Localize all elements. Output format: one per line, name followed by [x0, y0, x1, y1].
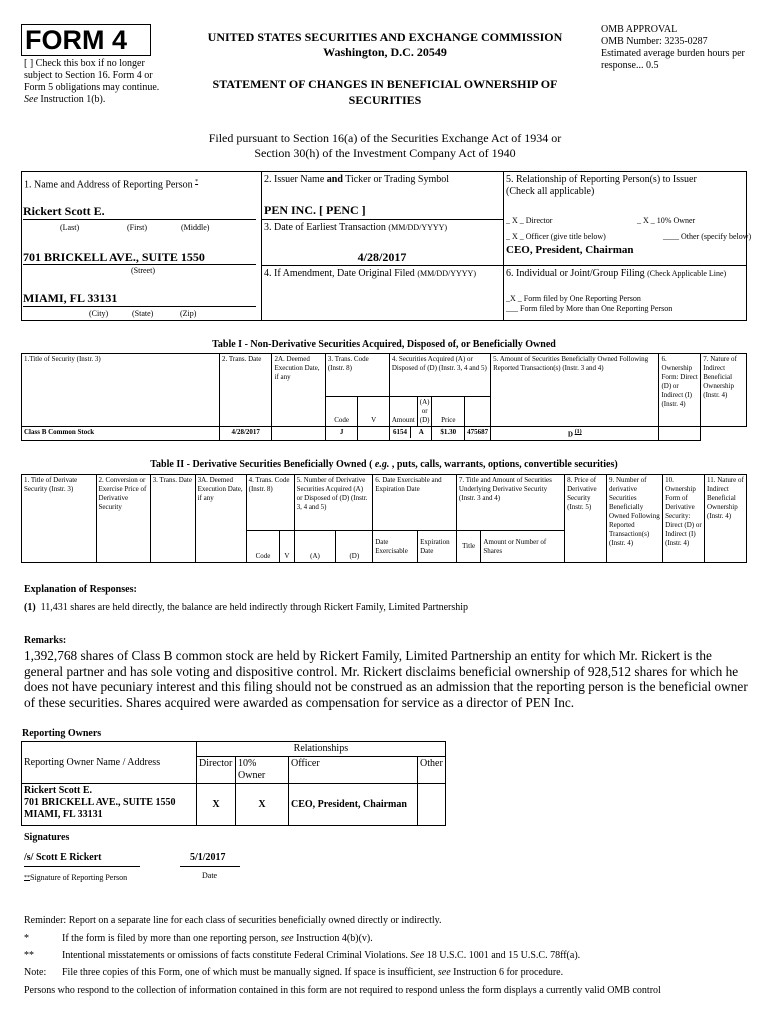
- t2-sub-expiration: Expiration Date: [418, 531, 457, 563]
- t2-sub-code: Code: [246, 531, 280, 563]
- t1-row-amount-cell: [389, 427, 432, 441]
- omb-burden: Estimated average burden hours per response... 0.5: [601, 48, 745, 71]
- double-star-marker: **: [24, 950, 34, 961]
- t1-row-aord: A: [418, 428, 424, 436]
- zip-label: (Zip): [180, 309, 197, 318]
- t1-h-date: 2. Trans. Date: [220, 354, 272, 427]
- t1-h-owned: 5. Amount of Securities Beneficially Owned Following Reported Transaction(s) (Instr. 3 and 4): [491, 354, 659, 427]
- ro-h-director: Director: [197, 757, 236, 784]
- footnote-1-link[interactable]: (1): [574, 429, 582, 435]
- t2-sub-amount: Amount or Number of Shares: [481, 531, 565, 563]
- street-label: (Street): [131, 266, 155, 275]
- t1-row-v: [358, 427, 389, 441]
- t2-h-underlying: 7. Title and Amount of Securities Underlying Derivative Security (Instr. 3 and 4): [456, 475, 564, 531]
- t1-h-deemed: 2A. Deemed Execution Date, if any: [272, 354, 325, 427]
- first-label: (First): [127, 223, 147, 232]
- t1-sub-amount-label: Amount: [390, 397, 417, 426]
- form-title: FORM 4: [25, 25, 128, 55]
- box4-label: 4. If Amendment, Date Original Filed (MM/DD/YYYY): [264, 268, 476, 279]
- note-marker: Note:: [24, 967, 47, 978]
- director-checkbox[interactable]: _ X _ Director: [506, 216, 553, 225]
- t2-h-number: 5. Number of Derivative Securities Acquired (A) or Disposed of (D) (Instr. 3, 4 and 5): [294, 475, 373, 531]
- t2-sub-v: V: [280, 531, 294, 563]
- t2-sub-a: (A): [294, 531, 336, 563]
- signature-label: **Signature of Reporting Person: [24, 873, 128, 882]
- box5-label: 5. Relationship of Reporting Person(s) to Issuer (Check all applicable): [506, 174, 697, 197]
- reminder-text: Reminder: Report on a separate line for each class of securities beneficially owned directly or indirectly.: [24, 915, 442, 926]
- t2-sub-exercisable: Date Exercisable: [373, 531, 418, 563]
- t1-row-owned: 475687: [465, 427, 491, 441]
- city-label: (City): [89, 309, 109, 318]
- t1-row-form: D (1): [491, 427, 659, 441]
- city-value: MIAMI, FL 33131: [23, 291, 118, 305]
- t2-h-date: 3. Trans. Date: [150, 475, 195, 563]
- t1-sub-price: Price: [432, 397, 465, 427]
- note-text: File three copies of this Form, one of which must be manually signed. If space is insufficient, see Instruction 6 for procedure.: [62, 967, 564, 978]
- t1-sub-code: Code: [325, 397, 358, 427]
- signature-date: 5/1/2017: [190, 852, 226, 863]
- middle-label: (Middle): [181, 223, 210, 232]
- omb-number: OMB Number: 3235-0287: [601, 36, 708, 47]
- section16-checkbox-text[interactable]: [ ] Check this box if no longer subject to Section 16. Form 4 or Form 5 obligations may continue. See Instruction 1(b).: [24, 58, 160, 105]
- t2-h-exercisable: 6. Date Exercisable and Expiration Date: [373, 475, 457, 531]
- t2-h-deemed: 3A. Deemed Execution Date, if any: [195, 475, 246, 563]
- reporting-owners-heading: Reporting Owners: [22, 728, 102, 739]
- t1-sub-amount: [389, 397, 432, 427]
- double-star-text: Intentional misstatements or omissions of facts constitute Federal Criminal Violations. See 18 U.S.C. 1001 and 15 U.S.C. 78ff(a).: [62, 950, 581, 961]
- reporting-person-name: Rickert Scott E.: [23, 204, 105, 218]
- t1-row-code: J: [325, 427, 358, 441]
- state-label: (State): [132, 309, 154, 318]
- box6-label: 6. Individual or Joint/Group Filing (Check Applicable Line): [506, 268, 727, 279]
- t1-h-securities: 4. Securities Acquired (A) or Disposed of (D) (Instr. 3, 4 and 5): [389, 354, 490, 397]
- ro-h-relationships: Relationships: [197, 742, 446, 757]
- explanation-heading: Explanation of Responses:: [24, 584, 137, 595]
- signatures-heading: Signatures: [24, 832, 70, 843]
- t2-h-price: 8. Price of Derivative Security (Instr. 5): [565, 475, 607, 563]
- t1-row-nature: [659, 427, 701, 441]
- table1-title: Table I - Non-Derivative Securities Acquired, Disposed of, or Beneficially Owned: [212, 339, 556, 350]
- street-value: 701 BRICKELL AVE., SUITE 1550: [23, 250, 205, 264]
- agency-name: UNITED STATES SECURITIES AND EXCHANGE COMMISSION: [207, 30, 563, 44]
- ro-h-other: Other: [418, 757, 446, 784]
- other-checkbox[interactable]: ____ Other (specify below): [663, 232, 752, 241]
- reporting-owners-table: [21, 741, 446, 826]
- box3-label: 3. Date of Earliest Transaction (MM/DD/YYYY): [264, 222, 448, 233]
- ro-h-ten-pct: 10% Owner: [236, 757, 289, 784]
- form-title-box: [21, 24, 151, 56]
- omb-box: [601, 24, 761, 72]
- ro-row-name: Rickert Scott E. 701 BRICKELL AVE., SUITE 1550 MIAMI, FL 33131: [22, 784, 197, 826]
- t1-row-date: 4/28/2017: [220, 427, 272, 441]
- table-row: [22, 784, 446, 826]
- star-text: If the form is filed by more than one reporting person, see Instruction 4(b)(v).: [62, 933, 373, 944]
- t1-sub-v: V: [358, 397, 389, 427]
- t1-row-price: $1.30: [432, 427, 465, 441]
- t2-sub-title: Title: [456, 531, 481, 563]
- ro-h-officer: Officer: [289, 757, 418, 784]
- earliest-transaction-date: 4/28/2017: [357, 250, 407, 264]
- t2-h-form: 10. Ownership Form of Derivative Security: Direct (D) or Indirect (I) (Instr. 4): [663, 475, 705, 563]
- t2-h-code: 4. Trans. Code (Instr. 8): [246, 475, 294, 531]
- t2-h-title: 1. Title of Derivate Security (Instr. 3): [22, 475, 97, 563]
- t1-h-title: 1.Title of Security (Instr. 3): [22, 354, 220, 427]
- t1-sub-aord: (A) or (D): [419, 398, 430, 424]
- officer-title: CEO, President, Chairman: [506, 244, 634, 256]
- omb-approval: OMB APPROVAL: [601, 24, 678, 35]
- t2-h-owned: 9. Number of derivative Securities Beneficially Owned Following Reported Transaction(s) (Instr. 4): [606, 475, 662, 563]
- t1-h-code: 3. Trans. Code (Instr. 8): [325, 354, 389, 397]
- t2-h-nature: 11. Nature of Indirect Beneficial Ownership (Instr. 4): [705, 475, 747, 563]
- table-row: [22, 427, 747, 441]
- table2-title: Table II - Derivative Securities Beneficially Owned ( e.g. , puts, calls, warrants, options, convertible securities): [150, 459, 618, 470]
- remarks-heading: Remarks:: [24, 635, 67, 646]
- ro-row-other: [418, 784, 446, 826]
- statement-title: STATEMENT OF CHANGES IN BENEFICIAL OWNERSHIP OF SECURITIES: [212, 77, 558, 107]
- star-marker: *: [24, 933, 29, 944]
- t1-row-title: Class B Common Stock: [22, 427, 220, 441]
- filed-by-more-checkbox[interactable]: ___ Form filed by More than One Reporting Person: [506, 304, 673, 313]
- agency-location: Washington, D.C. 20549: [323, 45, 447, 59]
- t1-h-nature: 7. Nature of Indirect Beneficial Ownership (Instr. 4): [701, 354, 747, 427]
- officer-checkbox[interactable]: _ X _ Officer (give title below): [506, 232, 606, 241]
- ro-row-ten-pct: X: [236, 784, 289, 826]
- persons-text: Persons who respond to the collection of information contained in this form are not required to respond unless the form displays a currently valid OMB control: [24, 985, 661, 996]
- t2-h-conversion: 2. Conversion or Exercise Price of Derivative Security: [96, 475, 150, 563]
- issuer-name: PEN INC. [ PENC ]: [264, 203, 366, 217]
- ro-row-director: X: [197, 784, 236, 826]
- filed-by-one-checkbox[interactable]: _X _ Form filed by One Reporting Person: [506, 294, 641, 303]
- signer-name: /s/ Scott E Rickert: [24, 852, 102, 863]
- ten-percent-owner-checkbox[interactable]: _ X _ 10% Owner: [637, 216, 696, 225]
- box1-label: 1. Name and Address of Reporting Person *: [24, 179, 199, 191]
- remarks-text: 1,392,768 shares of Class B common stock are held by Rickert Family, Limited Partnership an entity for which Mr. Rickert is the general partner and has sole voting and dispositive control. Mr. Rickert disclaims beneficial ownership of 928,512 shares for which he does not have pecuniary interest and this filing should not be construed as an admission that the reporting person is the beneficial owner of these securities. Shares acquired were awarded as compensation for service as a director of PEN Inc.: [24, 648, 748, 710]
- t1-row-amount: 6154: [390, 427, 411, 438]
- box2-label: 2. Issuer Name and Ticker or Trading Symbol: [264, 174, 450, 185]
- footnote-1: (1) 11,431 shares are held directly, the balance are held indirectly through Rickert Family, Limited Partnership: [24, 602, 469, 613]
- table1: [21, 353, 747, 441]
- table2: [21, 474, 747, 563]
- ro-row-officer: CEO, President, Chairman: [289, 784, 418, 826]
- t1-row-deemed: [272, 427, 325, 441]
- t1-h-form: 6. Ownership Form: Direct (D) or Indirect (I) (Instr. 4): [659, 354, 701, 427]
- filed-pursuant-line1: Filed pursuant to Section 16(a) of the Securities Exchange Act of 1934 or: [208, 131, 562, 145]
- filed-pursuant-line2: Section 30(h) of the Investment Company Act of 1940: [254, 146, 516, 160]
- date-label: Date: [202, 871, 218, 880]
- ro-h-name: Reporting Owner Name / Address: [22, 742, 197, 784]
- last-label: (Last): [60, 223, 80, 232]
- t2-sub-d: (D): [336, 531, 373, 563]
